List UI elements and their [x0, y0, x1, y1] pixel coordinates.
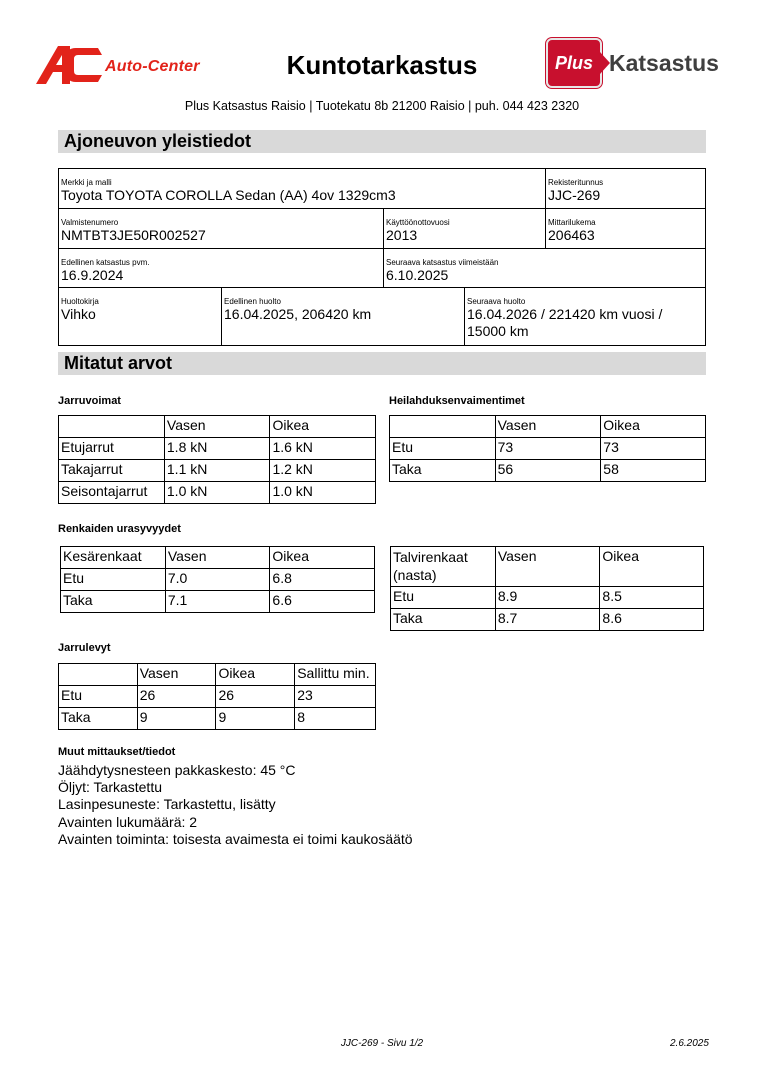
table-row — [390, 438, 706, 460]
table-row — [59, 438, 376, 460]
table-cell: Taka — [391, 609, 496, 631]
table-header-cell: Talvirenkaat (nasta) — [391, 547, 496, 587]
odometer-value: 206463 — [548, 227, 595, 243]
auto-center-logo — [36, 44, 226, 86]
info-row-2 — [59, 209, 705, 249]
table-cell: 1.2 kN — [270, 460, 376, 482]
vin-value: NMTBT3JE50R002527 — [61, 227, 206, 243]
odometer-cell — [545, 209, 705, 248]
table-row — [61, 569, 375, 591]
table-cell: 1.6 kN — [270, 438, 376, 460]
table-cell: 7.0 — [165, 569, 270, 591]
next-service-value-line2: 15000 km — [467, 323, 529, 339]
table-header-cell: Oikea — [601, 416, 706, 438]
table-header-cell: Oikea — [270, 547, 375, 569]
next-inspection-value: 6.10.2025 — [386, 267, 449, 283]
service-book-cell — [59, 288, 221, 345]
table-cell: Seisontajarrut — [59, 482, 165, 504]
plus-katsastus-logo — [546, 38, 730, 90]
table-cell: 6.6 — [270, 591, 375, 613]
page-title: Kuntotarkastus — [286, 50, 478, 80]
table-row — [59, 460, 376, 482]
table-cell: Etu — [59, 686, 138, 708]
table-cell: 7.1 — [165, 591, 270, 613]
make-model-value: Toyota TOYOTA COROLLA Sedan (AA) 4ov 1329cm3 — [61, 187, 396, 203]
table-cell: Taka — [390, 460, 496, 482]
first-use-label: Käyttöönottovuosi — [386, 218, 450, 227]
brake-discs-table — [58, 663, 376, 730]
table-row — [59, 482, 376, 504]
table-header-row — [59, 416, 376, 438]
table-cell: Takajarrut — [59, 460, 165, 482]
table-cell: Taka — [61, 591, 166, 613]
table-row — [61, 591, 375, 613]
table-row — [59, 708, 376, 730]
last-service-label: Edellinen huolto — [224, 297, 281, 306]
brakes-table — [58, 415, 376, 504]
info-row-1 — [59, 169, 705, 209]
make-model-label: Merkki ja malli — [61, 178, 112, 187]
info-row-3 — [59, 249, 705, 288]
first-use-cell — [383, 209, 545, 248]
table-cell: 56 — [495, 460, 601, 482]
table-header-cell: Vasen — [165, 547, 270, 569]
table-header-cell — [390, 416, 496, 438]
list-item: Öljyt: Tarkastettu — [58, 779, 163, 796]
page-number: JJC-269 - Sivu 1/2 — [340, 1038, 424, 1049]
table-header-cell — [59, 416, 165, 438]
winter-tires-table — [390, 546, 704, 631]
service-book-label: Huoltokirja — [61, 297, 99, 306]
table-row — [59, 686, 376, 708]
table-header-row — [391, 547, 704, 587]
table-header-cell: Oikea — [270, 416, 376, 438]
vin-label: Valmistenumero — [61, 218, 119, 227]
table-cell: 6.8 — [270, 569, 375, 591]
table-cell: Etu — [390, 438, 496, 460]
last-inspection-cell — [59, 249, 383, 287]
table-cell: 9 — [137, 708, 216, 730]
registration-cell — [545, 169, 705, 208]
table-header-row — [61, 547, 375, 569]
table-cell: 8.6 — [600, 609, 704, 631]
table-cell: 26 — [216, 686, 295, 708]
list-item: Lasinpesuneste: Tarkastettu, lisätty — [58, 796, 276, 813]
table-row — [390, 460, 706, 482]
table-cell: 1.1 kN — [164, 460, 270, 482]
make-model-cell — [59, 169, 545, 208]
table-cell: 8.9 — [495, 587, 600, 609]
auto-center-logo-text: Auto-Center — [105, 58, 200, 75]
table-cell: 26 — [137, 686, 216, 708]
table-header-cell — [59, 664, 138, 686]
next-service-value-line1: 16.04.2026 / 221420 km vuosi / — [467, 306, 663, 322]
table-cell: 8 — [295, 708, 376, 730]
table-cell: 1.0 kN — [164, 482, 270, 504]
odometer-label: Mittarilukema — [548, 218, 596, 227]
shocks-title: Heilahduksenvaimentimet — [389, 395, 525, 407]
other-measurements-title: Muut mittaukset/tiedot — [58, 746, 176, 758]
table-cell: 8.5 — [600, 587, 704, 609]
footer-date: 2.6.2025 — [670, 1038, 709, 1049]
registration-label: Rekisteritunnus — [548, 178, 604, 187]
last-service-value: 16.04.2025, 206420 km — [224, 306, 372, 322]
summer-tires-table — [60, 546, 375, 613]
table-cell: Etu — [61, 569, 166, 591]
next-service-cell — [464, 288, 705, 345]
table-header-cell: Vasen — [137, 664, 216, 686]
vehicle-info-grid — [58, 168, 706, 346]
table-cell: 73 — [495, 438, 601, 460]
katsastus-logo-text: Katsastus — [609, 50, 719, 76]
first-use-value: 2013 — [386, 227, 418, 243]
table-header-cell: Kesärenkaat — [61, 547, 166, 569]
table-cell: Taka — [59, 708, 138, 730]
table-header-cell: Sallittu min. — [295, 664, 376, 686]
other-measurements-list — [58, 762, 413, 848]
shocks-table — [389, 415, 706, 482]
table-header-cell: Oikea — [600, 547, 704, 587]
contact-line: Plus Katsastus Raisio | Tuotekatu 8b 21200 Raisio | puh. 044 423 2320 — [184, 99, 580, 113]
table-cell: 1.0 kN — [270, 482, 376, 504]
last-service-cell — [221, 288, 464, 345]
table-header-cell: Oikea — [216, 664, 295, 686]
list-item: Avainten lukumäärä: 2 — [58, 813, 198, 830]
last-inspection-label: Edellinen katsastus pvm. — [61, 258, 150, 267]
table-cell: 58 — [601, 460, 706, 482]
table-header-row — [390, 416, 706, 438]
table-cell: 73 — [601, 438, 706, 460]
table-cell: 9 — [216, 708, 295, 730]
table-cell: 1.8 kN — [164, 438, 270, 460]
ac-logo-mark-icon — [36, 44, 102, 86]
list-item: Jäähdytysnesteen pakkaskesto: 45 °C — [58, 762, 296, 778]
service-book-value: Vihko — [61, 306, 96, 322]
section-heading-measured: Mitatut arvot — [58, 352, 706, 375]
next-inspection-cell — [383, 249, 705, 287]
table-cell: Etu — [391, 587, 496, 609]
section-heading-general: Ajoneuvon yleistiedot — [58, 130, 706, 153]
table-header-row — [59, 664, 376, 686]
info-row-4 — [59, 288, 705, 346]
last-inspection-value: 16.9.2024 — [61, 267, 124, 283]
table-header-cell: Vasen — [495, 416, 601, 438]
brakes-title: Jarruvoimat — [58, 395, 121, 407]
next-service-label: Seuraava huolto — [467, 297, 526, 306]
list-item: Avainten toiminta: toisesta avaimesta ei toimi kaukosäätö — [58, 830, 413, 847]
table-cell: 8.7 — [495, 609, 600, 631]
table-header-cell: Vasen — [164, 416, 270, 438]
tires-title: Renkaiden urasyvyydet — [58, 523, 181, 535]
discs-title: Jarrulevyt — [58, 642, 111, 654]
table-row — [391, 609, 704, 631]
next-inspection-label: Seuraava katsastus viimeistään — [386, 258, 499, 267]
table-cell: 23 — [295, 686, 376, 708]
table-cell: Etujarrut — [59, 438, 165, 460]
table-header-cell: Vasen — [495, 547, 600, 587]
registration-value: JJC-269 — [548, 187, 601, 203]
plus-logo-box: Plus — [546, 38, 602, 88]
vin-cell — [59, 209, 383, 248]
table-row — [391, 587, 704, 609]
